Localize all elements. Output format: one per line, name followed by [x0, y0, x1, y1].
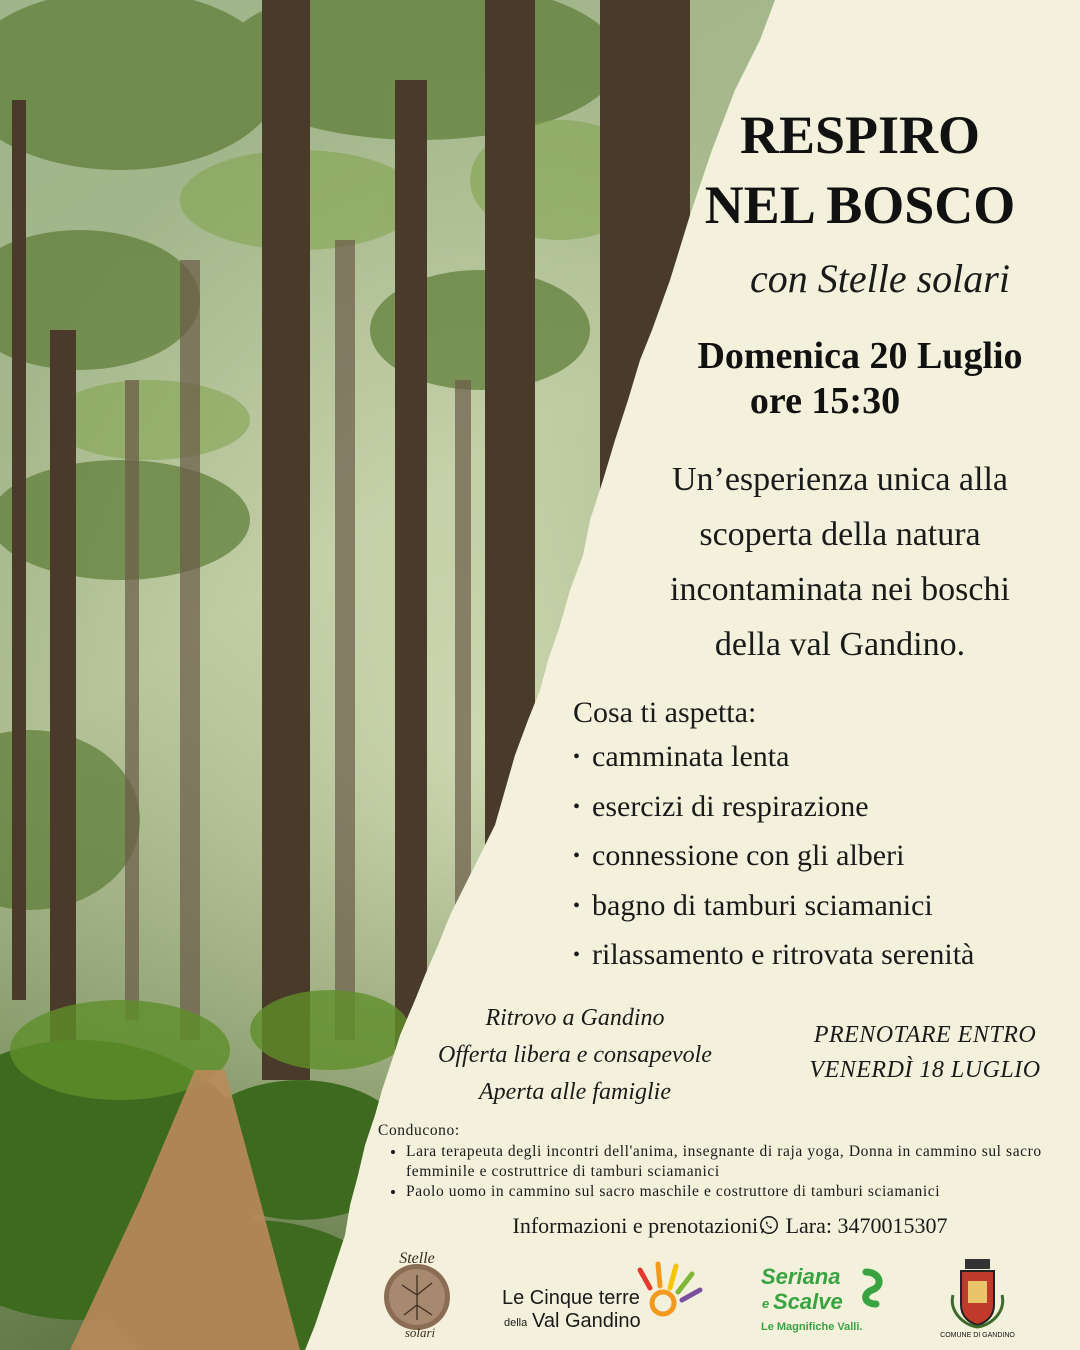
description-line: scoperta della natura — [699, 516, 981, 553]
info-line: Ritrovo a Gandino — [485, 1005, 665, 1031]
list-item: • rilassamento e ritrovata serenità — [573, 932, 974, 982]
expectations-list — [573, 734, 974, 982]
list-item: • esercizi di respirazione — [573, 784, 974, 834]
title-line-2: NEL BOSCO — [704, 175, 1016, 235]
contact-name: Lara: — [785, 1213, 832, 1238]
subtitle: con Stelle solari — [750, 256, 1010, 301]
booking-deadline — [770, 1018, 1080, 1088]
contact-label: Informazioni e prenotazioni — [512, 1213, 759, 1238]
list-item: • camminata lenta — [573, 734, 974, 784]
description-line: incontaminata nei boschi — [670, 571, 1010, 608]
leaders-heading: Conducono: — [378, 1122, 460, 1139]
booking-line: PRENOTARE ENTRO — [813, 1022, 1037, 1048]
list-item: • bagno di tamburi sciamanici — [573, 883, 974, 933]
seriana-tagline: Le Magnifiche Valli. — [761, 1321, 863, 1333]
date-line-1: Domenica 20 Luglio — [697, 335, 1023, 377]
seriana-text: Seriana — [761, 1264, 841, 1289]
description — [610, 452, 1070, 672]
info-line: Offerta libera e consapevole — [438, 1042, 712, 1068]
leader-item: • Paolo uomo in cammino sul sacro maschile e costruttore di tamburi sciamanici — [406, 1182, 1078, 1202]
booking-line: VENERDÌ 18 LUGLIO — [809, 1057, 1041, 1083]
leaders — [378, 1122, 1078, 1202]
whatsapp-icon — [758, 1214, 780, 1236]
cinque-terre-text-1: Le Cinque terre — [502, 1287, 640, 1309]
expectations-heading: Cosa ti aspetta: — [573, 696, 757, 729]
cinque-terre-logo — [500, 1258, 705, 1333]
cinque-terre-text-2a: della — [504, 1317, 528, 1329]
stelle-solari-logo — [372, 1245, 462, 1340]
cinque-terre-text-2b: Val Gandino — [532, 1310, 641, 1332]
seriana-scalve-logo — [758, 1262, 898, 1337]
description-line: della val Gandino. — [714, 626, 966, 663]
comune-gandino-logo — [935, 1255, 1020, 1340]
comune-label: COMUNE DI GANDINO — [940, 1332, 1015, 1339]
list-item: • connessione con gli alberi — [573, 833, 974, 883]
event-date — [620, 334, 1080, 424]
leader-item: • Lara terapeuta degli incontri dell'anima, insegnante di raja yoga, Donna in cammino sul sacro femminile e costruttrice di tamburi sciamanici — [406, 1142, 1078, 1182]
contact-line — [430, 1213, 1030, 1239]
event-title — [640, 100, 1080, 240]
leaders-list — [378, 1142, 1078, 1202]
meeting-info — [400, 1000, 750, 1111]
seriana-text-e: e — [762, 1296, 770, 1311]
stelle-logo-text-2: solari — [404, 1325, 436, 1340]
stelle-logo-text-1: Stelle — [399, 1250, 435, 1267]
date-line-2: ore 15:30 — [749, 380, 901, 422]
expectations — [573, 696, 974, 982]
description-line: Un’esperienza unica alla — [671, 461, 1009, 498]
title-line-1: RESPIRO — [739, 105, 981, 165]
info-line: Aperta alle famiglie — [479, 1079, 671, 1105]
contact-phone[interactable]: 3470015307 — [837, 1213, 948, 1238]
scalve-text: Scalve — [773, 1289, 843, 1314]
